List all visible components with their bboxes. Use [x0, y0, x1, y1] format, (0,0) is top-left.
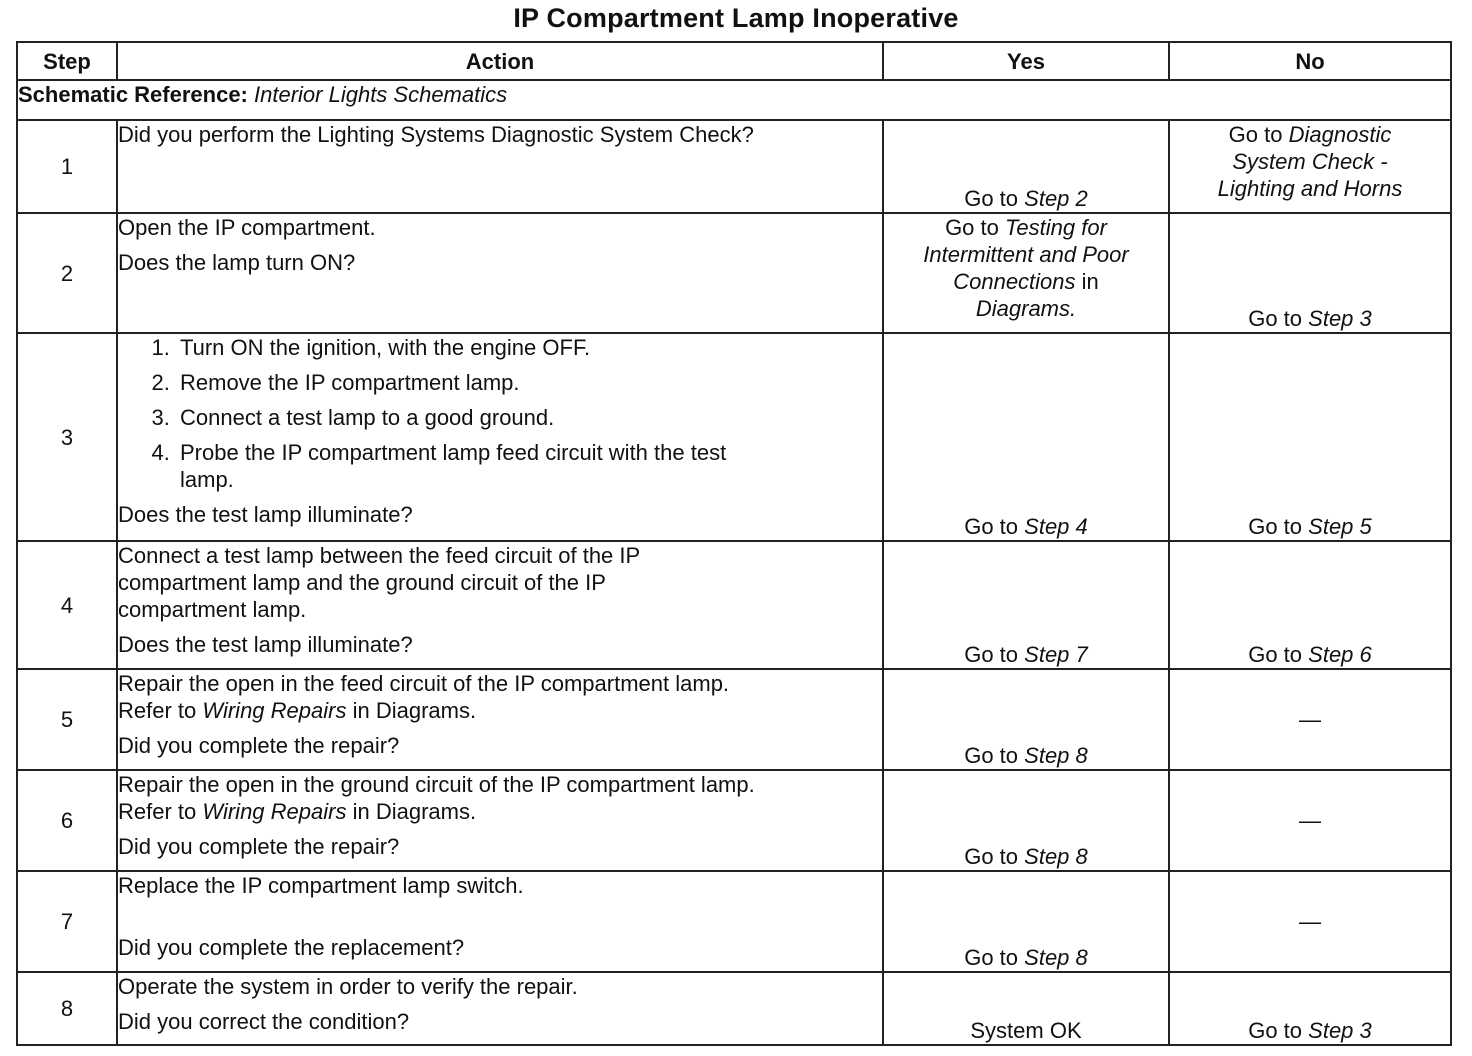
goto-text: Go to — [1228, 122, 1283, 147]
no-link-cont[interactable]: Lighting and Horns — [1217, 176, 1403, 201]
step-number: 8 — [17, 972, 117, 1045]
no-link[interactable]: Step 3 — [1308, 1018, 1372, 1043]
yes-link[interactable]: Step 8 — [1024, 844, 1088, 869]
yes-link-cont[interactable]: Diagrams. — [975, 296, 1077, 321]
procedure-list — [118, 334, 776, 493]
yes-cell — [883, 871, 1169, 972]
question-text: Does the lamp turn ON? — [118, 250, 356, 275]
action-line: Repair the open in the ground circuit of the IP compartment lamp. — [118, 772, 755, 797]
list-item: 2. Remove the IP compartment lamp. — [176, 369, 776, 396]
table-row — [17, 333, 1451, 541]
step-number: 2 — [17, 213, 117, 333]
goto-text: Go to — [964, 844, 1019, 869]
page-title: IP Compartment Lamp Inoperative — [513, 3, 959, 33]
table-row — [17, 669, 1451, 770]
action-cell — [117, 669, 883, 770]
refer-link[interactable]: Wiring Repairs — [202, 698, 347, 723]
schematic-row — [17, 80, 1451, 120]
no-cell — [1169, 213, 1451, 333]
table-row — [17, 972, 1451, 1045]
action-cell — [117, 213, 883, 333]
question-text: Did you complete the repair? — [118, 733, 400, 758]
no-link[interactable]: Step 6 — [1308, 642, 1372, 667]
goto-text: Go to — [1248, 1018, 1303, 1043]
no-cell — [1169, 333, 1451, 541]
header-yes: Yes — [883, 42, 1169, 80]
yes-link-cont[interactable]: Intermittent and Poor — [923, 242, 1129, 267]
action-cell — [117, 972, 883, 1045]
no-cell — [1169, 972, 1451, 1045]
goto-text: Go to — [964, 642, 1019, 667]
goto-text: Go to — [964, 514, 1019, 539]
yes-link[interactable]: Step 8 — [1024, 743, 1088, 768]
yes-link[interactable]: Step 4 — [1024, 514, 1088, 539]
yes-link[interactable]: Step 2 — [1024, 186, 1088, 211]
question-text: Does the test lamp illuminate? — [118, 502, 413, 527]
question-text: Did you complete the replacement? — [118, 935, 465, 960]
action-cell — [117, 541, 883, 669]
header-step: Step — [17, 42, 117, 80]
yes-text: in — [1081, 269, 1099, 294]
yes-link[interactable]: Step 7 — [1024, 642, 1088, 667]
list-item: 3. Connect a test lamp to a good ground. — [176, 404, 776, 431]
action-cell — [117, 120, 883, 213]
table-row — [17, 871, 1451, 972]
yes-cell — [883, 669, 1169, 770]
goto-text: Go to — [945, 215, 999, 240]
diagnostic-table — [16, 41, 1452, 1046]
goto-text: Go to — [1248, 514, 1303, 539]
yes-link-cont[interactable]: Connections — [953, 269, 1076, 294]
list-item: 4. Probe the IP compartment lamp feed circuit with the test lamp. — [176, 439, 776, 493]
action-text: Did you perform the Lighting Systems Diagnostic System Check? — [118, 122, 754, 147]
no-cell: — — [1169, 770, 1451, 871]
question-text: Did you complete the repair? — [118, 834, 400, 859]
yes-cell — [883, 770, 1169, 871]
refer-text: Refer to — [118, 698, 197, 723]
header-action: Action — [117, 42, 883, 80]
refer-text: Refer to — [118, 799, 197, 824]
table-row — [17, 213, 1451, 333]
refer-link[interactable]: Wiring Repairs — [202, 799, 347, 824]
action-text — [118, 771, 882, 825]
no-link[interactable]: Step 5 — [1308, 514, 1372, 539]
action-cell — [117, 770, 883, 871]
yes-cell: System OK — [883, 972, 1169, 1045]
schematic-label: Schematic Reference: — [18, 82, 248, 107]
no-link-cont[interactable]: System Check - — [1232, 149, 1388, 174]
yes-link[interactable]: Testing for — [1005, 215, 1107, 240]
table-row — [17, 770, 1451, 871]
yes-cell — [883, 541, 1169, 669]
goto-text: Go to — [1248, 306, 1303, 331]
no-cell: — — [1169, 871, 1451, 972]
question-text: Does the test lamp illuminate? — [118, 632, 413, 657]
yes-cell — [883, 333, 1169, 541]
goto-text: Go to — [964, 743, 1019, 768]
yes-cell — [883, 120, 1169, 213]
action-text: Open the IP compartment. — [118, 215, 376, 240]
goto-text: Go to — [964, 945, 1019, 970]
step-number: 1 — [17, 120, 117, 213]
step-number: 5 — [17, 669, 117, 770]
goto-text: Go to — [964, 186, 1019, 211]
no-cell — [1169, 541, 1451, 669]
action-text — [118, 670, 882, 724]
step-number: 6 — [17, 770, 117, 871]
refer-rest: in Diagrams. — [352, 698, 477, 723]
header-no: No — [1169, 42, 1451, 80]
no-link[interactable]: Diagnostic — [1288, 122, 1392, 147]
refer-rest: in Diagrams. — [352, 799, 477, 824]
question-text: Did you correct the condition? — [118, 1009, 410, 1034]
table-row — [17, 541, 1451, 669]
schematic-reference — [17, 80, 1451, 120]
action-cell — [117, 871, 883, 972]
list-item: 1. Turn ON the ignition, with the engine OFF. — [176, 334, 776, 361]
step-number: 3 — [17, 333, 117, 541]
no-link[interactable]: Step 3 — [1308, 306, 1372, 331]
no-cell — [1169, 120, 1451, 213]
action-line: Repair the open in the feed circuit of the IP compartment lamp. — [118, 671, 730, 696]
table-row — [17, 120, 1451, 213]
step-number: 4 — [17, 541, 117, 669]
action-text: Operate the system in order to verify the repair. — [118, 974, 578, 999]
goto-text: Go to — [1248, 642, 1303, 667]
action-text: Connect a test lamp between the feed circuit of the IP compartment lamp and the ground circuit of the IP compartment lamp. — [118, 543, 640, 622]
action-text: Replace the IP compartment lamp switch. — [118, 873, 524, 898]
yes-cell — [883, 213, 1169, 333]
step-number: 7 — [17, 871, 117, 972]
schematic-link[interactable]: Interior Lights Schematics — [254, 82, 508, 107]
header-row — [17, 42, 1451, 80]
no-cell: — — [1169, 669, 1451, 770]
action-cell — [117, 333, 883, 541]
yes-link[interactable]: Step 8 — [1024, 945, 1088, 970]
